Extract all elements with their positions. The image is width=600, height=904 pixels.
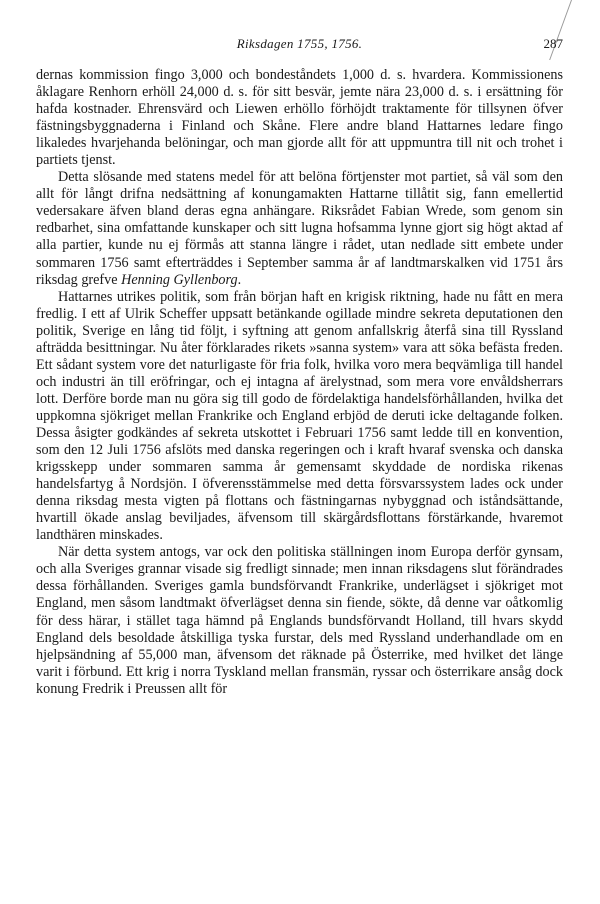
page-number: 287 bbox=[543, 36, 563, 51]
paragraph-4 bbox=[36, 544, 563, 697]
running-title: Riksdagen 1755, 1756. bbox=[236, 36, 363, 51]
paragraph-text: När detta system antogs, var ock den politiska ställningen inom Europa derför gynsam, och alla Sveriges grannar visade sig fredligt sinnade; men innan riksdagens slut förändrades dessa förhållanden. Sveriges gamla bundsförvandt Frankrike, underlägset i sjökriget mot England, men såsom landtmakt öfverlägset denna sin fiende, sökte, då denne var oåtkomlig för dess härar, i stället taga hämnd på Englands bundsförvandt Holland, till hvars skydd England dels besoldade åtskilliga tyska furstar, dels med Ryssland underhandlade om en hjelpsändning af 55,000 man, äfvensom det räknade på Österrike, med hvilket det länge varit i förbund. Ett krig i norra Tyskland mellan fransmän, ryssar och österrikare ansåg dock konung Fredrik i Preussen allt för bbox=[36, 544, 563, 697]
paragraph-text: Hattarnes utrikes politik, som från början haft en krigisk riktning, hade nu fått en mera fredlig. I ett af Ulrik Scheffer uppsatt betänkande ogillade mindre sekreta deputationen den politik, Sverige en lång tid följt, i syftning att genom anfallskrig återfå sina till Ryssland afträdda besittningar. Nu åter förklarades rikets »sanna system» vara att söka befästa freden. Ett sådant system vore det naturligaste för fria folk, hvilka voro mera beqvämliga till handel och industri än till eröfringar, och ej intagna af ärelystnad, som mera vore envåldsherrars lott. Derföre borde man nu göra sig till godo de fördelaktiga handelsförhållanden, hvilka det uppkomna sjökriget mellan Frankrike och England erbjöd de deruti icke deltagande folken. Dessa åsigter godkändes af sekreta utskottet i Februari 1756 samt ledde till en konvention, som den 12 Juli 1756 afslöts med danska regeringen och i kraft hvaraf svenska och danska krigsskepp under sommaren samma år gemensamt skyddade de nordiska rikenas handelsfartyg å Nordsjön. I öfverensstämmelse med detta försvarssystem lades ock under denna riksdag mesta vigten på flottans och fästningarnas nybyggnad och iståndsättande, hvartill ökade anslag beviljades, äfvensom till skärgårdsflottans förstärkande, hvaremot landthären minskades. bbox=[36, 288, 563, 544]
page-header bbox=[36, 36, 563, 56]
paragraph-text-end: . bbox=[237, 271, 242, 288]
paragraph-3 bbox=[36, 289, 563, 545]
paragraph-text: Detta slösande med statens medel för att belöna förtjenster mot partiet, så väl som den allt för långt drifna nedsättning af konungamakten Hattarne tillåtit sig, fann emellertid vedersakare äfven bland deras egna anhängare. Riksrådet Fabian Wrede, som genom sin redbarhet, sina omfattande kunskaper och sitt lugna hofsamma lynne gjort sig högt aktad af alla partier, kunde nu ej förmås att stanna längre i rådet, utan nedlade sitt embete under sommaren 1756 samt efterträddes i September samma år af landtmarskalken vid 1751 års riksdag grefve bbox=[36, 169, 563, 288]
paragraph-1 bbox=[36, 67, 563, 169]
paragraph-2 bbox=[36, 169, 563, 288]
paragraph-text: dernas kommission fingo 3,000 och bondeståndets 1,000 d. s. hvardera. Kommissionens åklagare Renhorn erhöll 24,000 d. s. för sitt besvär, jemte nära 23,000 d. s. i ersättning för hafda kostnader. Ehrensvärd och Liewen erhöllo förhöjdt traktamente för tillsynen öfver fästningsbyggnaderna i Finland och Skåne. Flere andre bland Hattarnes ledare fingo likaledes hvarjehanda belöningar, och man gjorde allt för att uppmuntra till nit och trohet i partiets tjenst. bbox=[36, 67, 563, 169]
body-text bbox=[36, 67, 563, 698]
person-name-italic: Henning Gyllenborg bbox=[121, 271, 238, 288]
